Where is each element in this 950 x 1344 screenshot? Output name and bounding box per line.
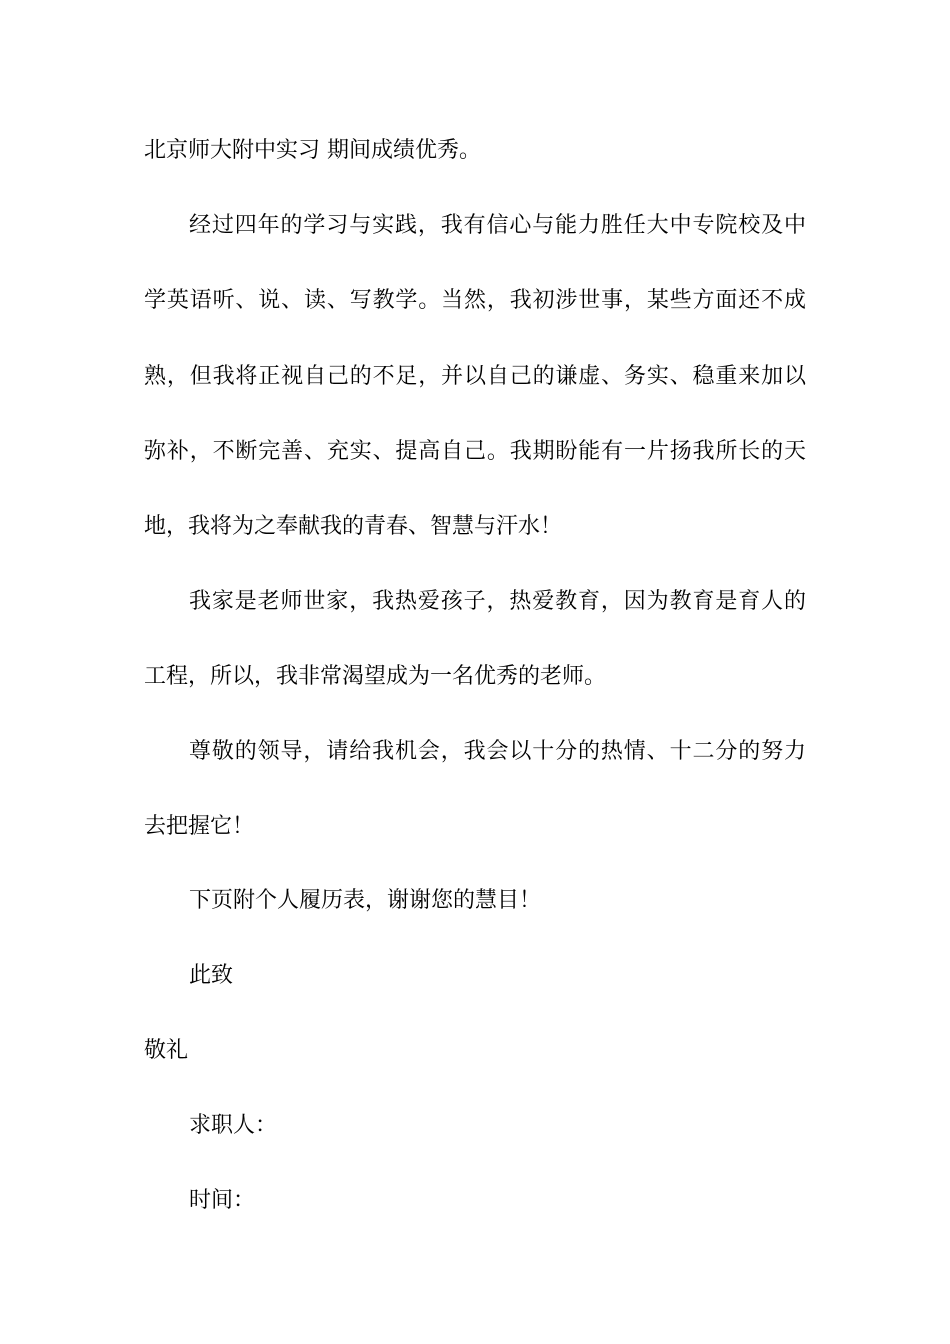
text-line-8: 工程，所以，我非常渴望成为一名优秀的老师。 <box>144 664 607 689</box>
text-line-2: 经过四年的学习与实践，我有信心与能力胜任大中专院校及中 <box>189 213 806 238</box>
date-label: 时间： <box>189 1188 256 1213</box>
text-line-10: 去把握它！ <box>144 814 255 839</box>
text-line-5: 弥补，不断完善、充实、提高自己。我期盼能有一片扬我所长的天 <box>144 439 806 464</box>
text-line-4: 熟，但我将正视自己的不足，并以自己的谦虚、务实、稳重来加以 <box>144 364 806 389</box>
applicant-label: 求职人： <box>189 1113 278 1138</box>
closing-regards: 敬礼 <box>144 1038 189 1063</box>
closing-salutation: 此致 <box>189 963 234 988</box>
text-line-6: 地，我将为之奉献我的青春、智慧与汗水！ <box>144 514 563 539</box>
text-line-3: 学英语听、说、读、写教学。当然，我初涉世事，某些方面还不成 <box>144 288 806 313</box>
text-line-7: 我家是老师世家，我热爱孩子，热爱教育，因为教育是育人的 <box>189 589 806 614</box>
text-line-11: 下页附个人履历表，谢谢您的慧目！ <box>189 888 542 913</box>
text-line-9: 尊敬的领导，请给我机会，我会以十分的热情、十二分的努力 <box>189 739 806 764</box>
text-line-1: 北京师大附中实习 期间成绩优秀。 <box>144 138 481 163</box>
